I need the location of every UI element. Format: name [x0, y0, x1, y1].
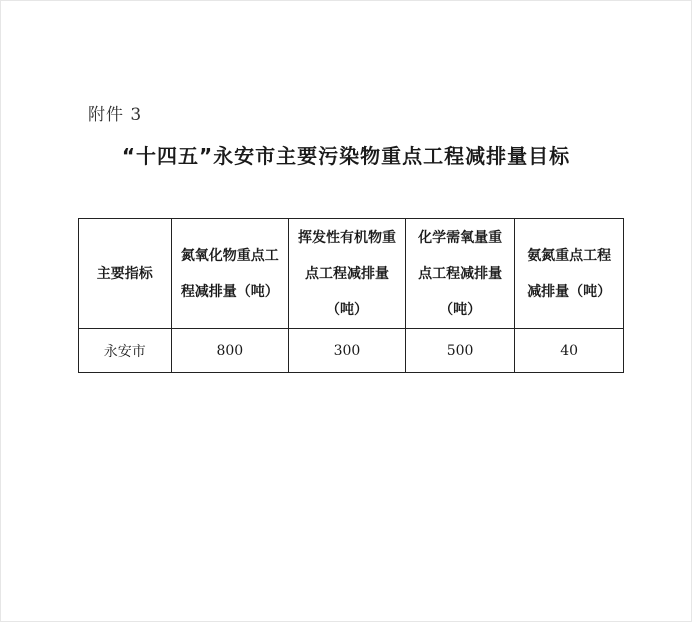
- cell-region: 永安市: [79, 329, 172, 373]
- table-header-row: [79, 219, 624, 329]
- header-voc-text: 挥发性有机物重点工程减排量（吨）: [297, 229, 396, 318]
- attachment-label: 附件 3: [88, 105, 143, 125]
- header-cod: [405, 219, 515, 329]
- emission-targets-table: [78, 218, 624, 373]
- header-ammonia: [515, 219, 624, 329]
- header-nox-text: 氮氧化物重点工程减排量（吨）: [180, 247, 279, 300]
- cell-cod-value: 500: [405, 329, 515, 373]
- cell-nox-value: 800: [171, 329, 289, 373]
- cell-voc-value: 300: [289, 329, 406, 373]
- header-ammonia-text: 氨氮重点工程减排量（吨）: [527, 247, 612, 300]
- header-voc: [289, 219, 406, 329]
- header-indicator: [79, 219, 172, 329]
- header-cod-text: 化学需氧量重点工程减排量（吨）: [418, 229, 503, 318]
- document-title: “十四五”永安市主要污染物重点工程减排量目标: [121, 144, 571, 168]
- header-indicator-text: 主要指标: [96, 265, 153, 282]
- table-row: [79, 329, 624, 373]
- cell-ammonia-value: 40: [515, 329, 624, 373]
- header-nox: [171, 219, 289, 329]
